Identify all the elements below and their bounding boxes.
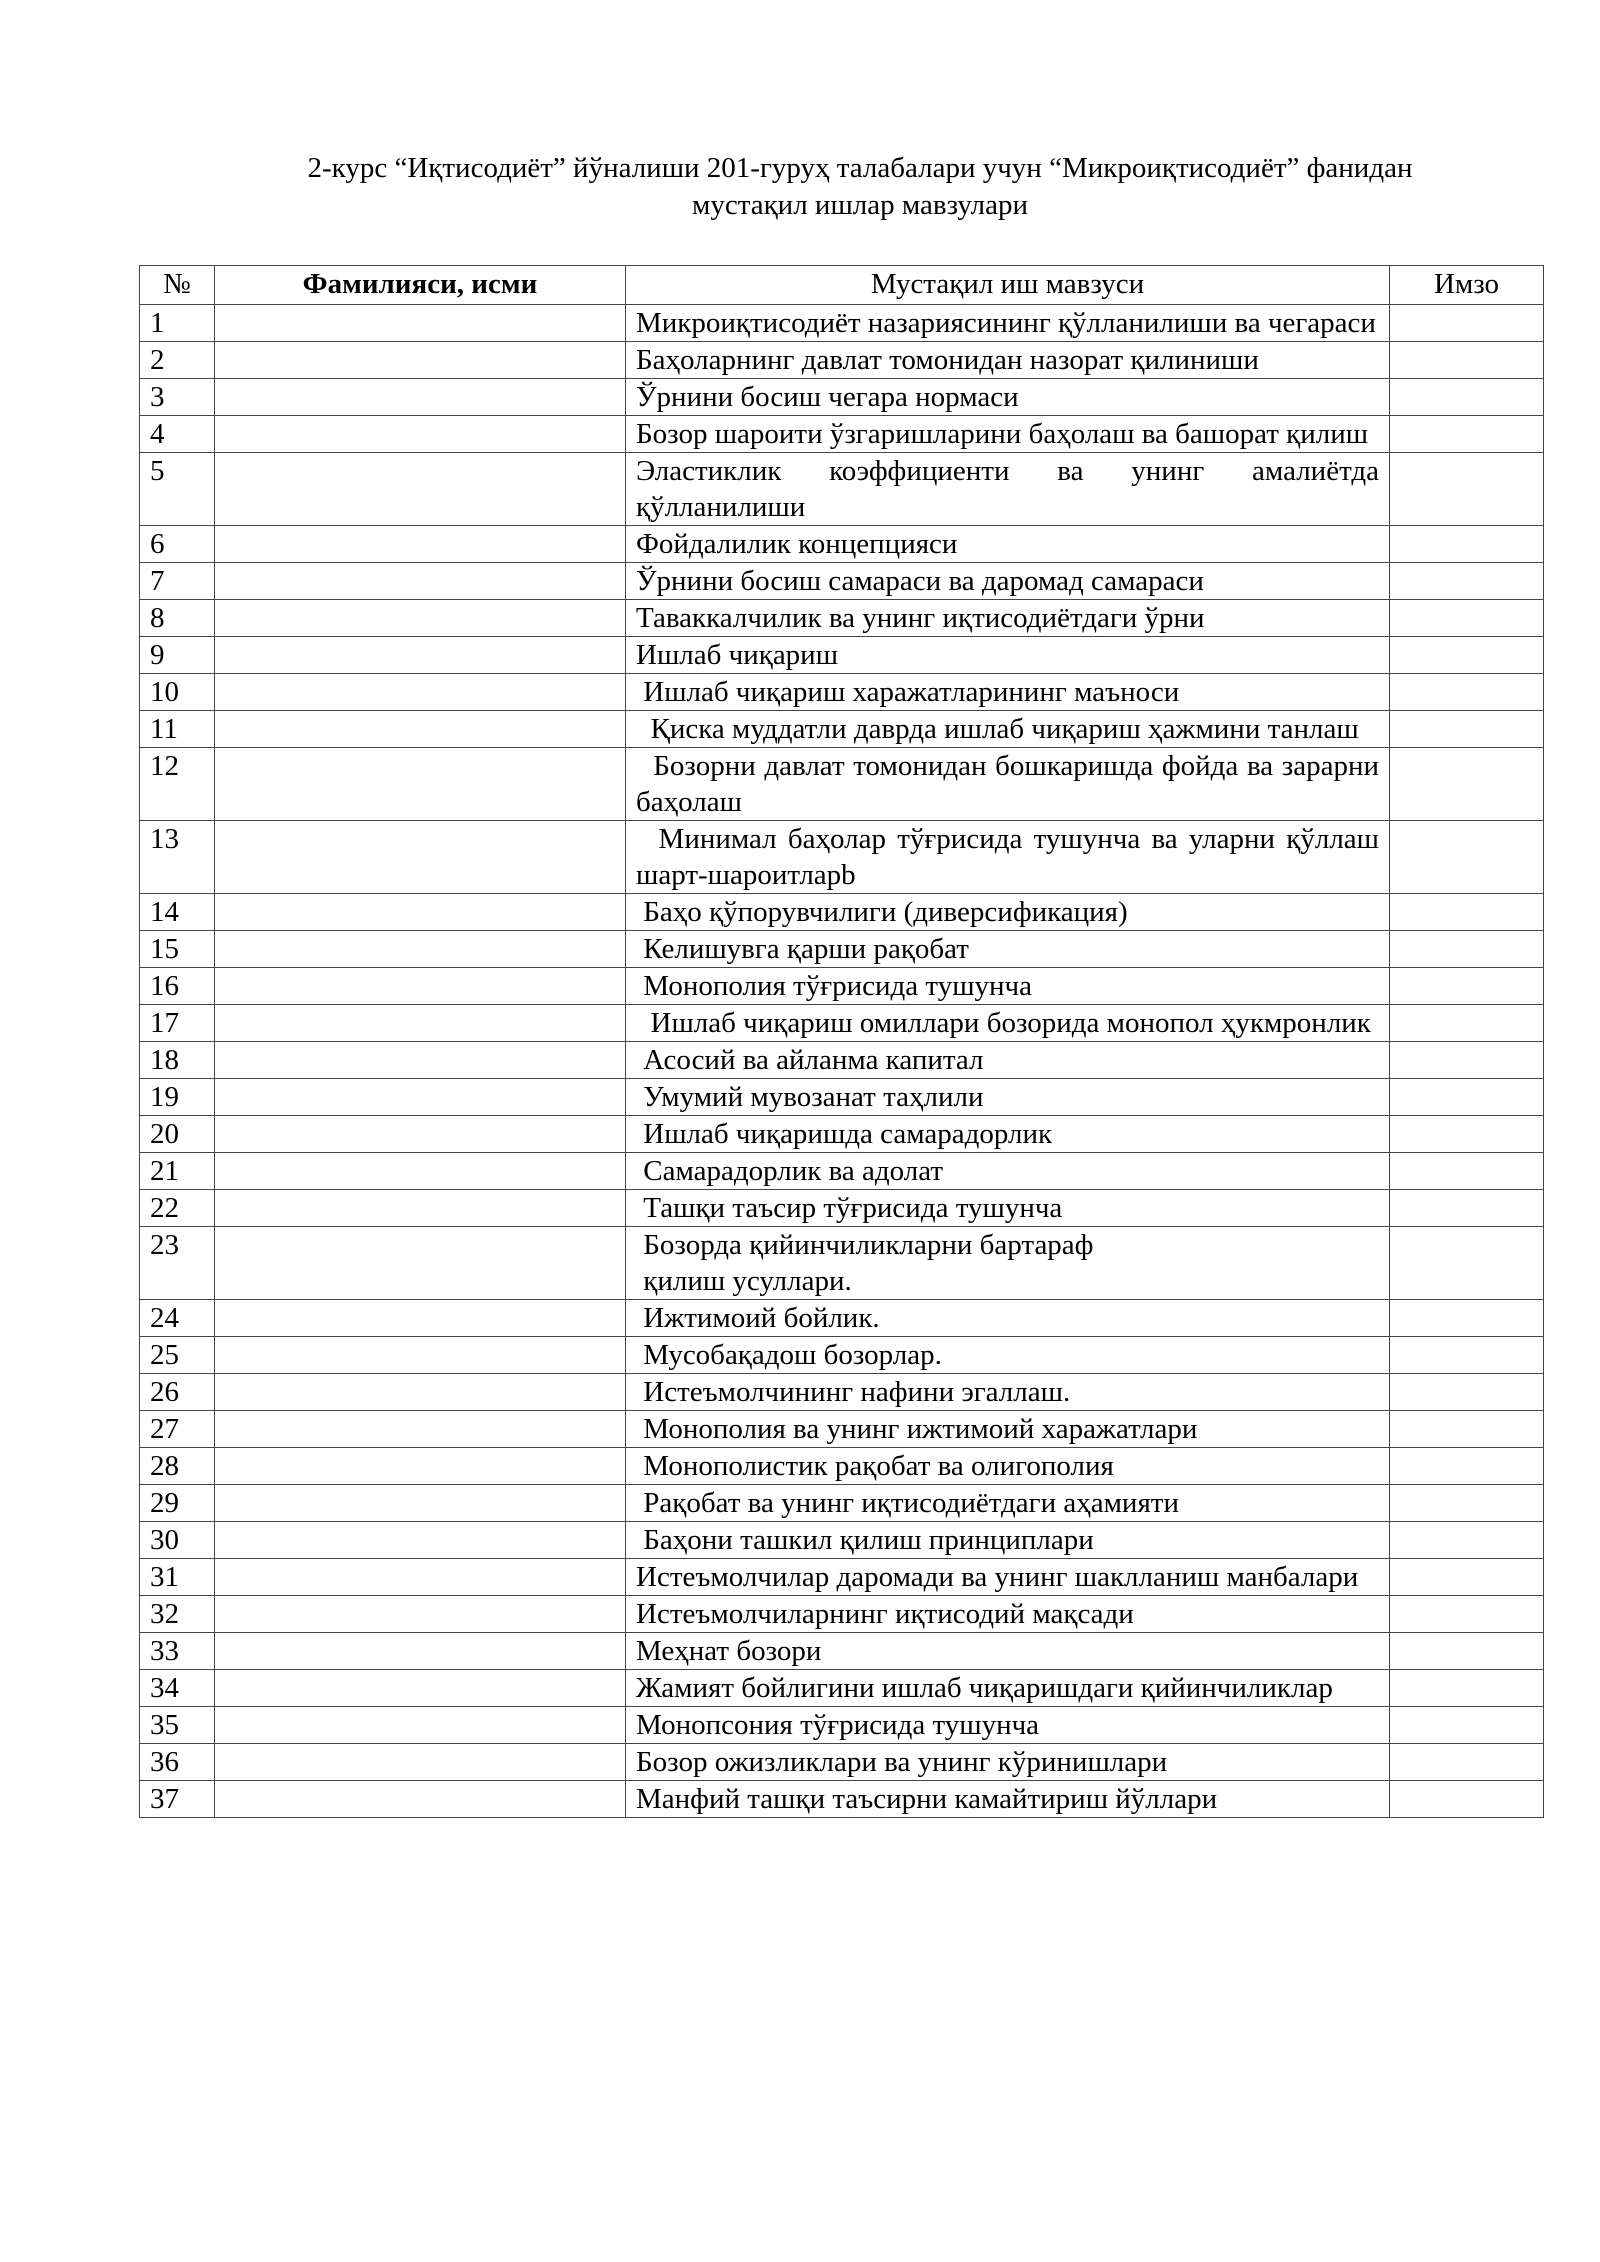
table-row [140, 1485, 1544, 1522]
student-name-cell[interactable] [215, 674, 626, 711]
topics-table [139, 265, 1544, 1818]
signature-cell[interactable] [1390, 894, 1544, 931]
signature-cell[interactable] [1390, 748, 1544, 821]
row-number: 31 [140, 1559, 215, 1596]
student-name-cell[interactable] [215, 1116, 626, 1153]
signature-cell[interactable] [1390, 1744, 1544, 1781]
signature-cell[interactable] [1390, 1337, 1544, 1374]
signature-cell[interactable] [1390, 1005, 1544, 1042]
table-row [140, 1190, 1544, 1227]
topic-cell: Фойдалилик концепцияси [626, 526, 1390, 563]
row-number: 2 [140, 342, 215, 379]
signature-cell[interactable] [1390, 1042, 1544, 1079]
topic-cell: Манфий ташқи таъсирни камайтириш йўллари [626, 1781, 1390, 1818]
student-name-cell[interactable] [215, 1337, 626, 1374]
signature-cell[interactable] [1390, 1485, 1544, 1522]
student-name-cell[interactable] [215, 1781, 626, 1818]
signature-cell[interactable] [1390, 1116, 1544, 1153]
topic-cell: Келишувга қарши рақобат [626, 931, 1390, 968]
topic-cell: Ишлаб чиқариш омиллари бозорида монопол ҳукмронлик [626, 1005, 1390, 1042]
student-name-cell[interactable] [215, 1596, 626, 1633]
row-number: 13 [140, 821, 215, 894]
table-row [140, 1633, 1544, 1670]
row-number: 18 [140, 1042, 215, 1079]
table-row [140, 416, 1544, 453]
row-number: 11 [140, 711, 215, 748]
student-name-cell[interactable] [215, 1522, 626, 1559]
header-number: № [140, 266, 215, 305]
signature-cell[interactable] [1390, 1781, 1544, 1818]
row-number: 21 [140, 1153, 215, 1190]
row-number: 37 [140, 1781, 215, 1818]
student-name-cell[interactable] [215, 1670, 626, 1707]
topic-cell: Монополия ва унинг ижтимоий харажатлари [626, 1411, 1390, 1448]
topic-cell: Ташқи таъсир тўғрисида тушунча [626, 1190, 1390, 1227]
student-name-cell[interactable] [215, 1559, 626, 1596]
topic-cell: Минимал баҳолар тўғрисида тушунча ва уларни қўллаш шарт-шароитларb [626, 821, 1390, 894]
row-number: 29 [140, 1485, 215, 1522]
student-name-cell[interactable] [215, 1374, 626, 1411]
topic-cell: Меҳнат бозори [626, 1633, 1390, 1670]
row-number: 32 [140, 1596, 215, 1633]
topic-cell: Истеъмолчиларнинг иқтисодий мақсади [626, 1596, 1390, 1633]
row-number: 19 [140, 1079, 215, 1116]
row-number: 30 [140, 1522, 215, 1559]
row-number: 1 [140, 305, 215, 342]
signature-cell[interactable] [1390, 1153, 1544, 1190]
table-row [140, 711, 1544, 748]
table-row [140, 600, 1544, 637]
topic-cell: Ижтимоий бойлик. [626, 1300, 1390, 1337]
student-name-cell[interactable] [215, 305, 626, 342]
signature-cell[interactable] [1390, 931, 1544, 968]
row-number: 14 [140, 894, 215, 931]
row-number: 20 [140, 1116, 215, 1153]
row-number: 34 [140, 1670, 215, 1707]
topic-cell: Бозорни давлат томонидан бошкаришда фойда ва зарарни баҳолаш [626, 748, 1390, 821]
topic-cell: Монополистик рақобат ва олигополия [626, 1448, 1390, 1485]
row-number: 5 [140, 453, 215, 526]
row-number: 3 [140, 379, 215, 416]
row-number: 26 [140, 1374, 215, 1411]
header-name: Фамилияси, исми [215, 266, 626, 305]
topic-cell: Истеъмолчининг нафини эгаллаш. [626, 1374, 1390, 1411]
student-name-cell[interactable] [215, 600, 626, 637]
signature-cell[interactable] [1390, 416, 1544, 453]
topic-cell: Бозор шароити ўзгаришларини баҳолаш ва башорат қилиш [626, 416, 1390, 453]
topic-cell: Жамият бойлигини ишлаб чиқаришдаги қийинчиликлар [626, 1670, 1390, 1707]
table-row [140, 1744, 1544, 1781]
table-row [140, 1374, 1544, 1411]
topic-cell: Ўрнини босиш чегара нормаси [626, 379, 1390, 416]
student-name-cell[interactable] [215, 1227, 626, 1300]
table-row [140, 563, 1544, 600]
topic-cell: Эластиклик коэффициенти ва унинг амалиётда қўлланилиши [626, 453, 1390, 526]
document-title [140, 150, 1580, 224]
row-number: 6 [140, 526, 215, 563]
row-number: 7 [140, 563, 215, 600]
table-row [140, 1707, 1544, 1744]
row-number: 4 [140, 416, 215, 453]
signature-cell[interactable] [1390, 821, 1544, 894]
signature-cell[interactable] [1390, 711, 1544, 748]
row-number: 33 [140, 1633, 215, 1670]
signature-cell[interactable] [1390, 453, 1544, 526]
table-row [140, 1079, 1544, 1116]
student-name-cell[interactable] [215, 1744, 626, 1781]
table-row [140, 379, 1544, 416]
row-number: 10 [140, 674, 215, 711]
row-number: 35 [140, 1707, 215, 1744]
table-body [140, 305, 1544, 1818]
student-name-cell[interactable] [215, 1190, 626, 1227]
student-name-cell[interactable] [215, 1153, 626, 1190]
signature-cell[interactable] [1390, 1374, 1544, 1411]
student-name-cell[interactable] [215, 416, 626, 453]
table-row [140, 1596, 1544, 1633]
student-name-cell[interactable] [215, 1042, 626, 1079]
table-row [140, 305, 1544, 342]
topic-cell: Бозорда қийинчиликларни бартараф қилиш усуллари. [626, 1227, 1390, 1300]
table-row [140, 1411, 1544, 1448]
title-line-1: 2-курс “Иқтисодиёт” йўналиши 201-гуруҳ талабалари учун “Микроиқтисодиёт” фанидан [307, 152, 1413, 184]
topic-cell: Таваккалчилик ва унинг иқтисодиётдаги ўрни [626, 600, 1390, 637]
table-row [140, 821, 1544, 894]
student-name-cell[interactable] [215, 453, 626, 526]
table-row [140, 1522, 1544, 1559]
signature-cell[interactable] [1390, 563, 1544, 600]
topic-cell: Истеъмолчилар даромади ва унинг шаклланиш манбалари [626, 1559, 1390, 1596]
table-row [140, 526, 1544, 563]
table-row [140, 637, 1544, 674]
signature-cell[interactable] [1390, 1633, 1544, 1670]
signature-cell[interactable] [1390, 968, 1544, 1005]
table-row [140, 1337, 1544, 1374]
row-number: 15 [140, 931, 215, 968]
table-row [140, 453, 1544, 526]
topic-cell: Ишлаб чиқаришда самарадорлик [626, 1116, 1390, 1153]
signature-cell[interactable] [1390, 1707, 1544, 1744]
row-number: 22 [140, 1190, 215, 1227]
signature-cell[interactable] [1390, 342, 1544, 379]
table-row [140, 1116, 1544, 1153]
signature-cell[interactable] [1390, 674, 1544, 711]
title-line-2: мустақил ишлар мавзулари [691, 189, 1029, 221]
topic-cell: Микроиқтисодиёт назариясининг қўлланилиши ва чегараси [626, 305, 1390, 342]
signature-cell[interactable] [1390, 1227, 1544, 1300]
row-number: 9 [140, 637, 215, 674]
row-number: 12 [140, 748, 215, 821]
topic-cell: Ишлаб чиқариш [626, 637, 1390, 674]
signature-cell[interactable] [1390, 1411, 1544, 1448]
header-signature: Имзо [1390, 266, 1544, 305]
row-number: 8 [140, 600, 215, 637]
table-row [140, 1559, 1544, 1596]
signature-cell[interactable] [1390, 1559, 1544, 1596]
row-number: 25 [140, 1337, 215, 1374]
table-row [140, 968, 1544, 1005]
row-number: 16 [140, 968, 215, 1005]
table-row [140, 674, 1544, 711]
header-row [140, 266, 1544, 305]
student-name-cell[interactable] [215, 563, 626, 600]
student-name-cell[interactable] [215, 1005, 626, 1042]
student-name-cell[interactable] [215, 1079, 626, 1116]
table-row [140, 1153, 1544, 1190]
table-row [140, 1042, 1544, 1079]
student-name-cell[interactable] [215, 1300, 626, 1337]
student-name-cell[interactable] [215, 711, 626, 748]
student-name-cell[interactable] [215, 526, 626, 563]
signature-cell[interactable] [1390, 526, 1544, 563]
student-name-cell[interactable] [215, 379, 626, 416]
student-name-cell[interactable] [215, 637, 626, 674]
topic-cell: Мусобақадош бозорлар. [626, 1337, 1390, 1374]
table-row [140, 748, 1544, 821]
table-row [140, 1670, 1544, 1707]
student-name-cell[interactable] [215, 821, 626, 894]
topic-cell: Ўрнини босиш самараси ва даромад самараси [626, 563, 1390, 600]
student-name-cell[interactable] [215, 1411, 626, 1448]
topic-cell: Монополия тўғрисида тушунча [626, 968, 1390, 1005]
student-name-cell[interactable] [215, 1448, 626, 1485]
student-name-cell[interactable] [215, 342, 626, 379]
table-row [140, 342, 1544, 379]
signature-cell[interactable] [1390, 1596, 1544, 1633]
table-row [140, 931, 1544, 968]
row-number: 23 [140, 1227, 215, 1300]
student-name-cell[interactable] [215, 968, 626, 1005]
table-row [140, 1300, 1544, 1337]
signature-cell[interactable] [1390, 305, 1544, 342]
student-name-cell[interactable] [215, 1485, 626, 1522]
topic-cell: Қиска муддатли даврда ишлаб чиқариш ҳажмини танлаш [626, 711, 1390, 748]
signature-cell[interactable] [1390, 1448, 1544, 1485]
signature-cell[interactable] [1390, 600, 1544, 637]
topic-cell: Умумий мувозанат таҳлили [626, 1079, 1390, 1116]
signature-cell[interactable] [1390, 1079, 1544, 1116]
table-row [140, 1227, 1544, 1300]
row-number: 36 [140, 1744, 215, 1781]
signature-cell[interactable] [1390, 637, 1544, 674]
signature-cell[interactable] [1390, 1300, 1544, 1337]
row-number: 28 [140, 1448, 215, 1485]
topic-cell: Монопсония тўғрисида тушунча [626, 1707, 1390, 1744]
table-row [140, 1005, 1544, 1042]
student-name-cell[interactable] [215, 1633, 626, 1670]
topic-cell: Асосий ва айланма капитал [626, 1042, 1390, 1079]
header-topic: Мустақил иш мавзуси [626, 266, 1390, 305]
student-name-cell[interactable] [215, 1707, 626, 1744]
row-number: 17 [140, 1005, 215, 1042]
topic-cell: Самарадорлик ва адолат [626, 1153, 1390, 1190]
signature-cell[interactable] [1390, 1522, 1544, 1559]
student-name-cell[interactable] [215, 894, 626, 931]
topic-cell: Бозор ожизликлари ва унинг кўринишлари [626, 1744, 1390, 1781]
topic-cell: Ишлаб чиқариш харажатларининг маъноси [626, 674, 1390, 711]
signature-cell[interactable] [1390, 1190, 1544, 1227]
topic-cell: Баҳоларнинг давлат томонидан назорат қилиниши [626, 342, 1390, 379]
signature-cell[interactable] [1390, 1670, 1544, 1707]
table-row [140, 894, 1544, 931]
signature-cell[interactable] [1390, 379, 1544, 416]
student-name-cell[interactable] [215, 748, 626, 821]
topic-cell: Рақобат ва унинг иқтисодиётдаги аҳамияти [626, 1485, 1390, 1522]
student-name-cell[interactable] [215, 931, 626, 968]
row-number: 27 [140, 1411, 215, 1448]
topic-cell: Баҳони ташкил қилиш принциплари [626, 1522, 1390, 1559]
table-row [140, 1781, 1544, 1818]
topic-cell: Баҳо қўпорувчилиги (диверсификация) [626, 894, 1390, 931]
table-row [140, 1448, 1544, 1485]
row-number: 24 [140, 1300, 215, 1337]
